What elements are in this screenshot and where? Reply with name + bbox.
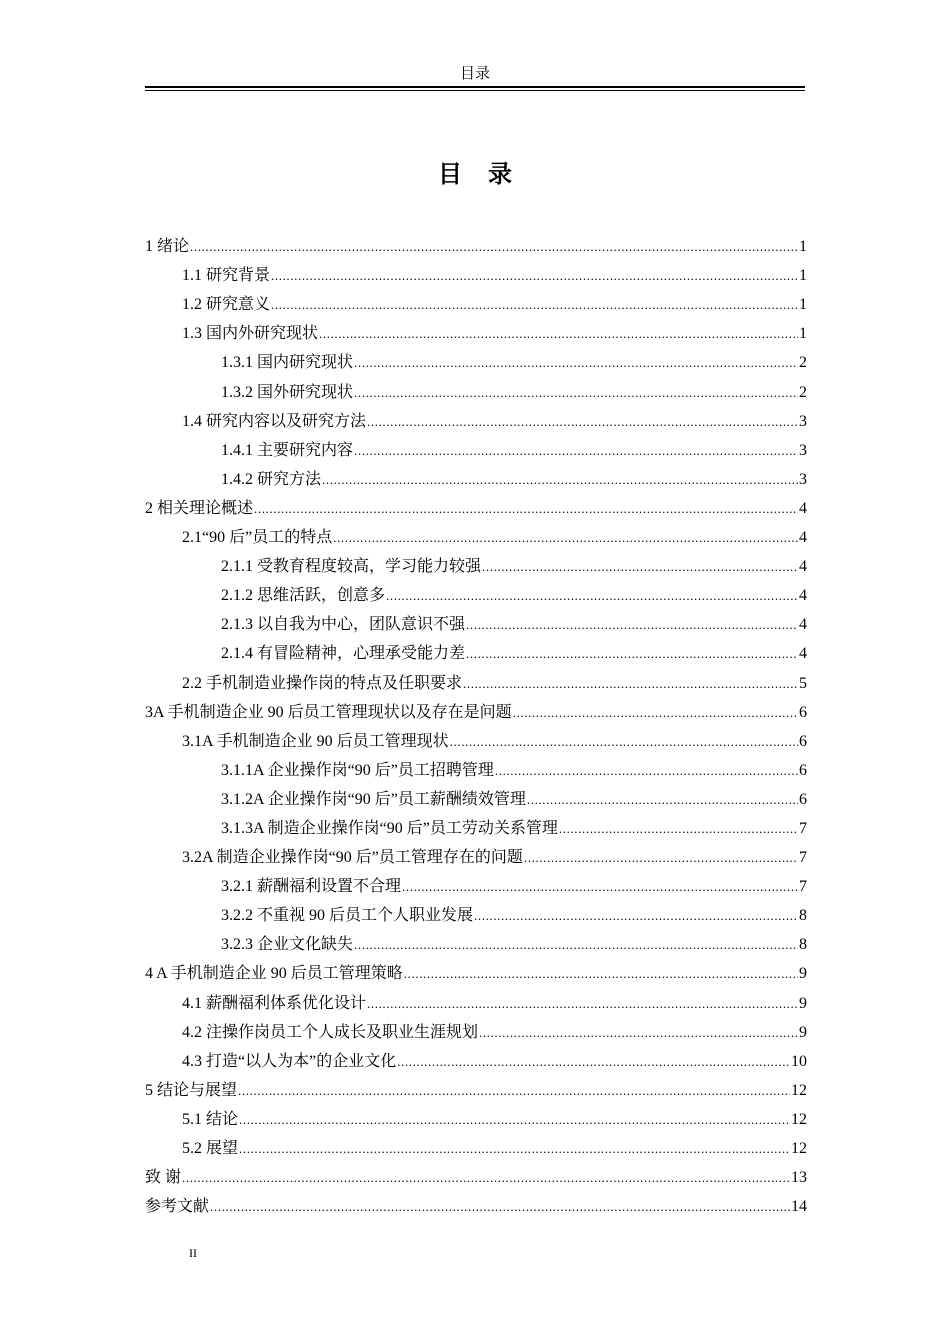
toc-dot-leader — [495, 761, 798, 781]
toc-entry-text: 4.3 打造“以人为本”的企业文化 — [182, 1052, 397, 1070]
toc-entry-page: 4 — [799, 587, 807, 605]
toc-entry-text: 2.1“90 后”员工的特点 — [182, 529, 333, 547]
toc-entry[interactable] — [145, 984, 807, 1013]
toc-entry-text: 1.3.1 国内研究现状 — [221, 354, 354, 372]
toc-entry[interactable] — [145, 723, 807, 752]
toc-dot-leader — [524, 848, 798, 868]
toc-dot-leader — [354, 441, 798, 461]
toc-dot-leader — [182, 1168, 790, 1188]
toc-entry-page: 9 — [799, 1023, 807, 1041]
toc-entry-page: 14 — [791, 1198, 807, 1216]
toc-entry-page: 6 — [799, 790, 807, 808]
toc-dot-leader — [463, 674, 798, 694]
toc-dot-leader — [466, 644, 798, 664]
toc-entry[interactable] — [145, 1043, 807, 1072]
toc-entry-text: 2.1.1 受教育程度较高，学习能力较强 — [221, 558, 482, 576]
toc-entry-text: 4.2 注操作岗员工个人成长及职业生涯规划 — [182, 1023, 479, 1041]
toc-entry[interactable] — [145, 694, 807, 723]
toc-entry-text: 3.2.1 薪酬福利设置不合理 — [221, 878, 402, 896]
toc-entry-page: 7 — [799, 878, 807, 896]
toc-dot-leader — [474, 906, 798, 926]
toc-dot-leader — [271, 266, 798, 286]
toc-entry[interactable] — [145, 1130, 807, 1159]
toc-entry[interactable] — [145, 752, 807, 781]
toc-entry-page: 4 — [799, 499, 807, 517]
toc-entry[interactable] — [145, 1072, 807, 1101]
toc-entry[interactable] — [145, 1014, 807, 1043]
table-of-contents — [145, 228, 807, 1217]
toc-entry-text: 致 谢 — [145, 1169, 182, 1187]
toc-entry-text: 1.4 研究内容以及研究方法 — [182, 412, 367, 430]
toc-entry[interactable] — [145, 344, 807, 373]
toc-entry-text: 参考文献 — [145, 1198, 210, 1216]
toc-dot-leader — [190, 237, 798, 257]
toc-dot-leader — [333, 528, 798, 548]
toc-entry-page: 1 — [799, 296, 807, 314]
toc-entry-text: 1.2 研究意义 — [182, 296, 271, 314]
toc-entry-page: 6 — [799, 761, 807, 779]
toc-entry-page: 12 — [791, 1140, 807, 1157]
toc-entry-text: 4 A 手机制造企业 90 后员工管理策略 — [145, 965, 403, 983]
toc-entry-text: 4.1 薪酬福利体系优化设计 — [182, 994, 367, 1012]
toc-entry-text: 2.2 手机制造业操作岗的特点及任职要求 — [182, 674, 463, 692]
toc-dot-leader — [559, 819, 798, 839]
toc-entry[interactable] — [145, 519, 807, 548]
toc-entry-text: 3.1.1A 企业操作岗“90 后”员工招聘管理 — [221, 761, 494, 779]
toc-entry[interactable] — [145, 315, 807, 344]
toc-entry[interactable] — [145, 664, 807, 693]
toc-entry[interactable] — [145, 810, 807, 839]
toc-dot-leader — [271, 295, 798, 315]
toc-entry-page: 10 — [791, 1052, 807, 1070]
toc-entry-page: 1 — [799, 325, 807, 343]
toc-entry-text: 2 相关理论概述 — [145, 499, 254, 517]
toc-dot-leader — [386, 586, 798, 606]
toc-entry-page: 3 — [799, 412, 807, 430]
toc-entry-text: 5.2 展望 — [182, 1140, 239, 1157]
toc-dot-leader — [367, 412, 798, 432]
toc-entry-text: 3.1.3A 制造企业操作岗“90 后”员工劳动关系管理 — [221, 819, 558, 837]
toc-entry-page: 8 — [799, 907, 807, 925]
toc-entry-page: 4 — [799, 616, 807, 634]
toc-dot-leader — [319, 324, 798, 344]
toc-entry[interactable] — [145, 1159, 807, 1188]
toc-entry[interactable] — [145, 548, 807, 577]
toc-entry[interactable] — [145, 461, 807, 490]
toc-entry-page: 2 — [799, 383, 807, 401]
toc-dot-leader — [254, 499, 798, 519]
page-number: II — [189, 1246, 197, 1260]
toc-entry-page: 8 — [799, 936, 807, 954]
toc-entry-text: 5 结论与展望 — [145, 1081, 238, 1099]
toc-entry[interactable] — [145, 926, 807, 955]
toc-entry-page: 13 — [791, 1169, 807, 1187]
toc-entry[interactable] — [145, 868, 807, 897]
toc-entry[interactable] — [145, 432, 807, 461]
toc-entry-page: 2 — [799, 354, 807, 372]
toc-dot-leader — [354, 353, 798, 373]
toc-entry[interactable] — [145, 257, 807, 286]
toc-entry[interactable] — [145, 839, 807, 868]
toc-entry[interactable] — [145, 635, 807, 664]
toc-entry[interactable] — [145, 577, 807, 606]
toc-entry-text: 3.1A 手机制造企业 90 后员工管理现状 — [182, 732, 449, 750]
toc-entry[interactable] — [145, 1188, 807, 1217]
toc-entry-text: 1.3 国内外研究现状 — [182, 325, 319, 343]
toc-entry-page: 3 — [799, 470, 807, 488]
toc-entry-text: 3.2.3 企业文化缺失 — [221, 936, 354, 954]
toc-entry[interactable] — [145, 606, 807, 635]
toc-dot-leader — [450, 732, 798, 752]
toc-dot-leader — [527, 790, 798, 810]
toc-entry[interactable] — [145, 781, 807, 810]
toc-dot-leader — [238, 1081, 790, 1101]
toc-dot-leader — [354, 383, 798, 403]
page-title: 目录 — [438, 160, 538, 188]
toc-dot-leader — [482, 557, 798, 577]
toc-entry[interactable] — [145, 373, 807, 402]
toc-dot-leader — [239, 1139, 790, 1159]
toc-entry-text: 2.1.3 以自我为中心，团队意识不强 — [221, 616, 466, 634]
toc-entry-page: 4 — [799, 558, 807, 576]
toc-entry-text: 3A 手机制造企业 90 后员工管理现状以及存在是问题 — [145, 703, 512, 721]
toc-entry-text: 1 绪论 — [145, 238, 190, 256]
toc-entry[interactable] — [145, 955, 807, 984]
toc-entry-text: 3.2A 制造企业操作岗“90 后”员工管理存在的问题 — [182, 849, 523, 867]
toc-entry[interactable] — [145, 1101, 807, 1130]
toc-entry-text: 2.1.2 思维活跃，创意多 — [221, 587, 386, 605]
toc-entry-page: 4 — [799, 529, 807, 547]
toc-entry[interactable] — [145, 897, 807, 926]
toc-entry-page: 6 — [799, 732, 807, 750]
toc-dot-leader — [210, 1197, 790, 1217]
toc-entry-page: 5 — [799, 674, 807, 692]
toc-entry-text: 1.4.2 研究方法 — [221, 470, 322, 488]
toc-entry-page: 1 — [799, 267, 807, 285]
toc-entry-text: 1.3.2 国外研究现状 — [221, 383, 354, 401]
toc-entry-text: 1.4.1 主要研究内容 — [221, 441, 354, 459]
toc-entry[interactable] — [145, 403, 807, 432]
toc-entry-page: 9 — [799, 965, 807, 983]
toc-entry-page: 7 — [799, 819, 807, 837]
toc-dot-leader — [402, 877, 798, 897]
toc-dot-leader — [367, 994, 798, 1014]
toc-entry-page: 1 — [799, 238, 807, 256]
toc-dot-leader — [513, 703, 798, 723]
toc-dot-leader — [466, 615, 798, 635]
running-header: 目录 — [459, 66, 490, 82]
toc-dot-leader — [354, 935, 798, 955]
toc-entry-page: 12 — [791, 1110, 807, 1128]
toc-entry[interactable] — [145, 490, 807, 519]
toc-dot-leader — [397, 1052, 790, 1072]
toc-dot-leader — [322, 470, 798, 490]
toc-dot-leader — [404, 964, 798, 984]
toc-entry-page: 7 — [799, 849, 807, 867]
toc-entry-page: 3 — [799, 441, 807, 459]
toc-entry-page: 4 — [799, 645, 807, 663]
header-rule — [145, 86, 805, 91]
toc-entry-page: 6 — [799, 703, 807, 721]
toc-entry-page: 9 — [799, 994, 807, 1012]
toc-entry[interactable] — [145, 286, 807, 315]
toc-dot-leader — [479, 1023, 798, 1043]
toc-entry[interactable] — [145, 228, 807, 257]
toc-entry-text: 2.1.4 有冒险精神，心理承受能力差 — [221, 645, 466, 663]
toc-entry-text: 5.1 结论 — [182, 1110, 239, 1128]
toc-entry-text: 3.1.2A 企业操作岗“90 后”员工薪酬绩效管理 — [221, 790, 526, 808]
toc-dot-leader — [239, 1110, 790, 1130]
toc-entry-text: 3.2.2 不重视 90 后员工个人职业发展 — [221, 907, 474, 925]
toc-entry-page: 12 — [791, 1081, 807, 1099]
toc-entry-text: 1.1 研究背景 — [182, 267, 271, 285]
